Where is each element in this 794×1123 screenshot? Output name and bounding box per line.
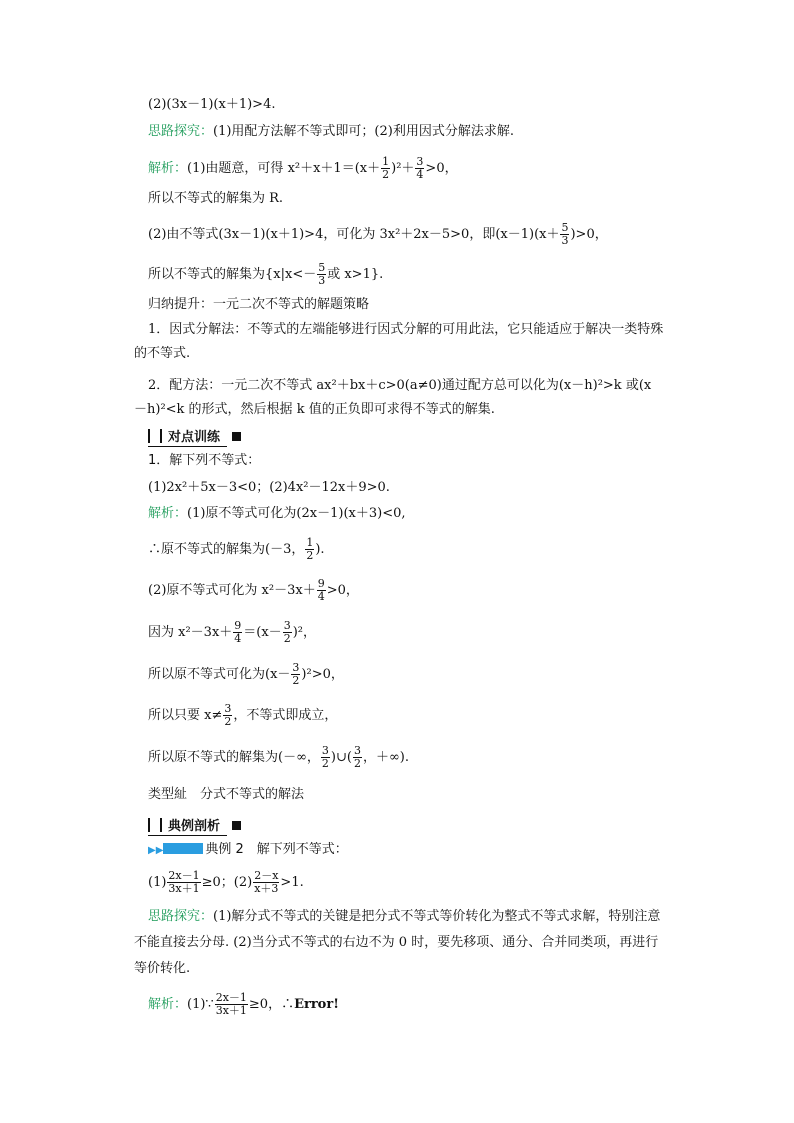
solution-text: )∪( [330, 750, 352, 765]
type-heading: 类型䊼 分式不等式的解法 [148, 787, 305, 802]
solution-text: (1)由题意，可得 x²＋x＋1＝(x＋ [187, 161, 381, 176]
fraction: $\frac{2-x}{x+3}$ [254, 869, 279, 895]
solution-text: >0， [425, 161, 458, 176]
solution-text: (2)原不等式可化为 x²－3x＋ [148, 583, 316, 598]
fraction: $\frac{3}{2}$ [224, 702, 232, 728]
example-inequalities [148, 870, 304, 895]
section-title: 对点训练 [168, 430, 221, 445]
solution-text: )²＋ [391, 161, 415, 176]
solution-text: (2)由不等式(3x－1)(x＋1)>4，可化为 3x²＋2x－5>0，即(x－1)(x＋ [148, 227, 560, 242]
solution-text: 因为 x²－3x＋ [148, 625, 233, 640]
fraction: $\frac{9}{4}$ [317, 577, 325, 603]
solution-line-4 [148, 262, 383, 287]
fraction: $\frac{1}{2}$ [382, 155, 390, 181]
practice-solution-4 [148, 620, 316, 645]
hint-label: 思路探究： [148, 909, 214, 924]
solution-text: ≥0，∴ [248, 997, 295, 1012]
hint-label: 思路探究： [148, 124, 214, 139]
double-arrow-icon: ▶▶ [148, 845, 164, 856]
fraction: $\frac{2x-1}{3x+1}$ [215, 991, 247, 1017]
section-title: 典例剖析 [168, 819, 221, 834]
solution-label: 解析： [148, 506, 188, 521]
fraction: $\frac{5}{3}$ [318, 261, 326, 287]
solution-text: >1. [280, 875, 304, 890]
fraction: $\frac{2x-1}{3x+1}$ [168, 869, 200, 895]
solution-text: ). [315, 542, 325, 557]
practice-solution-2 [148, 537, 325, 562]
fraction: $\frac{9}{4}$ [234, 619, 242, 645]
solution-text: 所以原不等式可化为(x－ [148, 667, 291, 682]
solution-line-2: 所以不等式的解集为 R. [148, 191, 284, 206]
example-solution-line [148, 992, 339, 1017]
solution-text: ，＋∞). [362, 750, 409, 765]
solution-label: 解析： [148, 997, 188, 1012]
solution-line-1 [148, 156, 458, 181]
section-header-practice [148, 426, 241, 445]
example-text: 解下列不等式： [243, 842, 348, 857]
fraction: $\frac{3}{2}$ [321, 744, 329, 770]
fraction: $\frac{3}{2}$ [283, 619, 291, 645]
hint-line [148, 123, 514, 141]
fraction: $\frac{1}{2}$ [306, 536, 314, 562]
solution-text: 所以不等式的解集为{x|x<－ [148, 267, 317, 282]
solution-label: 解析： [148, 161, 188, 176]
solution-text: ≥0；(2) [201, 875, 253, 890]
hint-text: (1)用配方法解不等式即可；(2)利用因式分解法求解. [213, 124, 514, 139]
solution-text: ，不等式即成立， [233, 708, 338, 723]
method-2-paragraph: 2．配方法：一元二次不等式 ax²＋bx＋c>0(a≠0)通过配方总可以化为(x－h)²>k 或(x－h)²<k 的形式，然后根据 k 值的正负即可求得不等式的解集. [134, 378, 652, 417]
section-bars-icon [148, 429, 162, 443]
solution-text: 所以只要 x≠ [148, 708, 223, 723]
summary-heading: 归纳提升：一元二次不等式的解题策略 [148, 297, 370, 312]
fraction: $\frac{3}{2}$ [353, 744, 361, 770]
example-header [148, 841, 348, 860]
fraction: $\frac{3}{2}$ [292, 661, 300, 687]
practice-inequalities: (1)2x²＋5x－3<0；(2)4x²－12x＋9>0. [148, 480, 390, 495]
fraction: $\frac{3}{4}$ [416, 155, 424, 181]
practice-solution-3 [148, 578, 359, 603]
square-icon [232, 432, 241, 441]
practice-solution-1 [148, 505, 406, 523]
solution-text: ＝(x－ [243, 625, 282, 640]
solution-text: 或 x>1}. [327, 267, 384, 282]
example-hint [134, 904, 664, 982]
hint-text: (1)解分式不等式的关键是把分式不等式等价转化为整式不等式求解，特别注意不能直接去分母. (2)当分式不等式的右边不为 0 时，要先移项、通分、合并同类项，再进行等价转化. [134, 909, 661, 976]
fraction: $\frac{5}{3}$ [561, 221, 569, 247]
error-text: Error! [294, 997, 339, 1012]
solution-text: )²， [292, 625, 316, 640]
solution-line-3 [148, 222, 608, 247]
practice-solution-6 [148, 703, 337, 728]
solution-text: )>0， [570, 227, 608, 242]
solution-text: )²>0， [301, 667, 344, 682]
solution-text: >0， [326, 583, 359, 598]
example-label: 典例 2 [205, 842, 244, 857]
example-badge [163, 843, 203, 854]
solution-text: (1)原不等式可化为(2x－1)(x＋3)<0, [187, 506, 406, 521]
solution-text: 所以原不等式的解集为(－∞， [148, 750, 320, 765]
section-bars-icon [148, 818, 162, 832]
solution-text: (1)∵ [187, 997, 214, 1012]
practice-solution-7 [148, 745, 409, 770]
problem-part-2: (2)(3x－1)(x＋1)>4. [148, 97, 276, 112]
section-header-example [148, 815, 241, 834]
method-1-paragraph: 1．因式分解法：不等式的左端能够进行因式分解的可用此法，它只能适应于解决一类特殊的不等式. [134, 322, 664, 361]
solution-text: ∴原不等式的解集为(－3， [148, 542, 305, 557]
practice-solution-5 [148, 662, 344, 687]
practice-question: 1．解下列不等式： [148, 453, 261, 468]
solution-text: (1) [148, 875, 167, 890]
square-icon [232, 821, 241, 830]
